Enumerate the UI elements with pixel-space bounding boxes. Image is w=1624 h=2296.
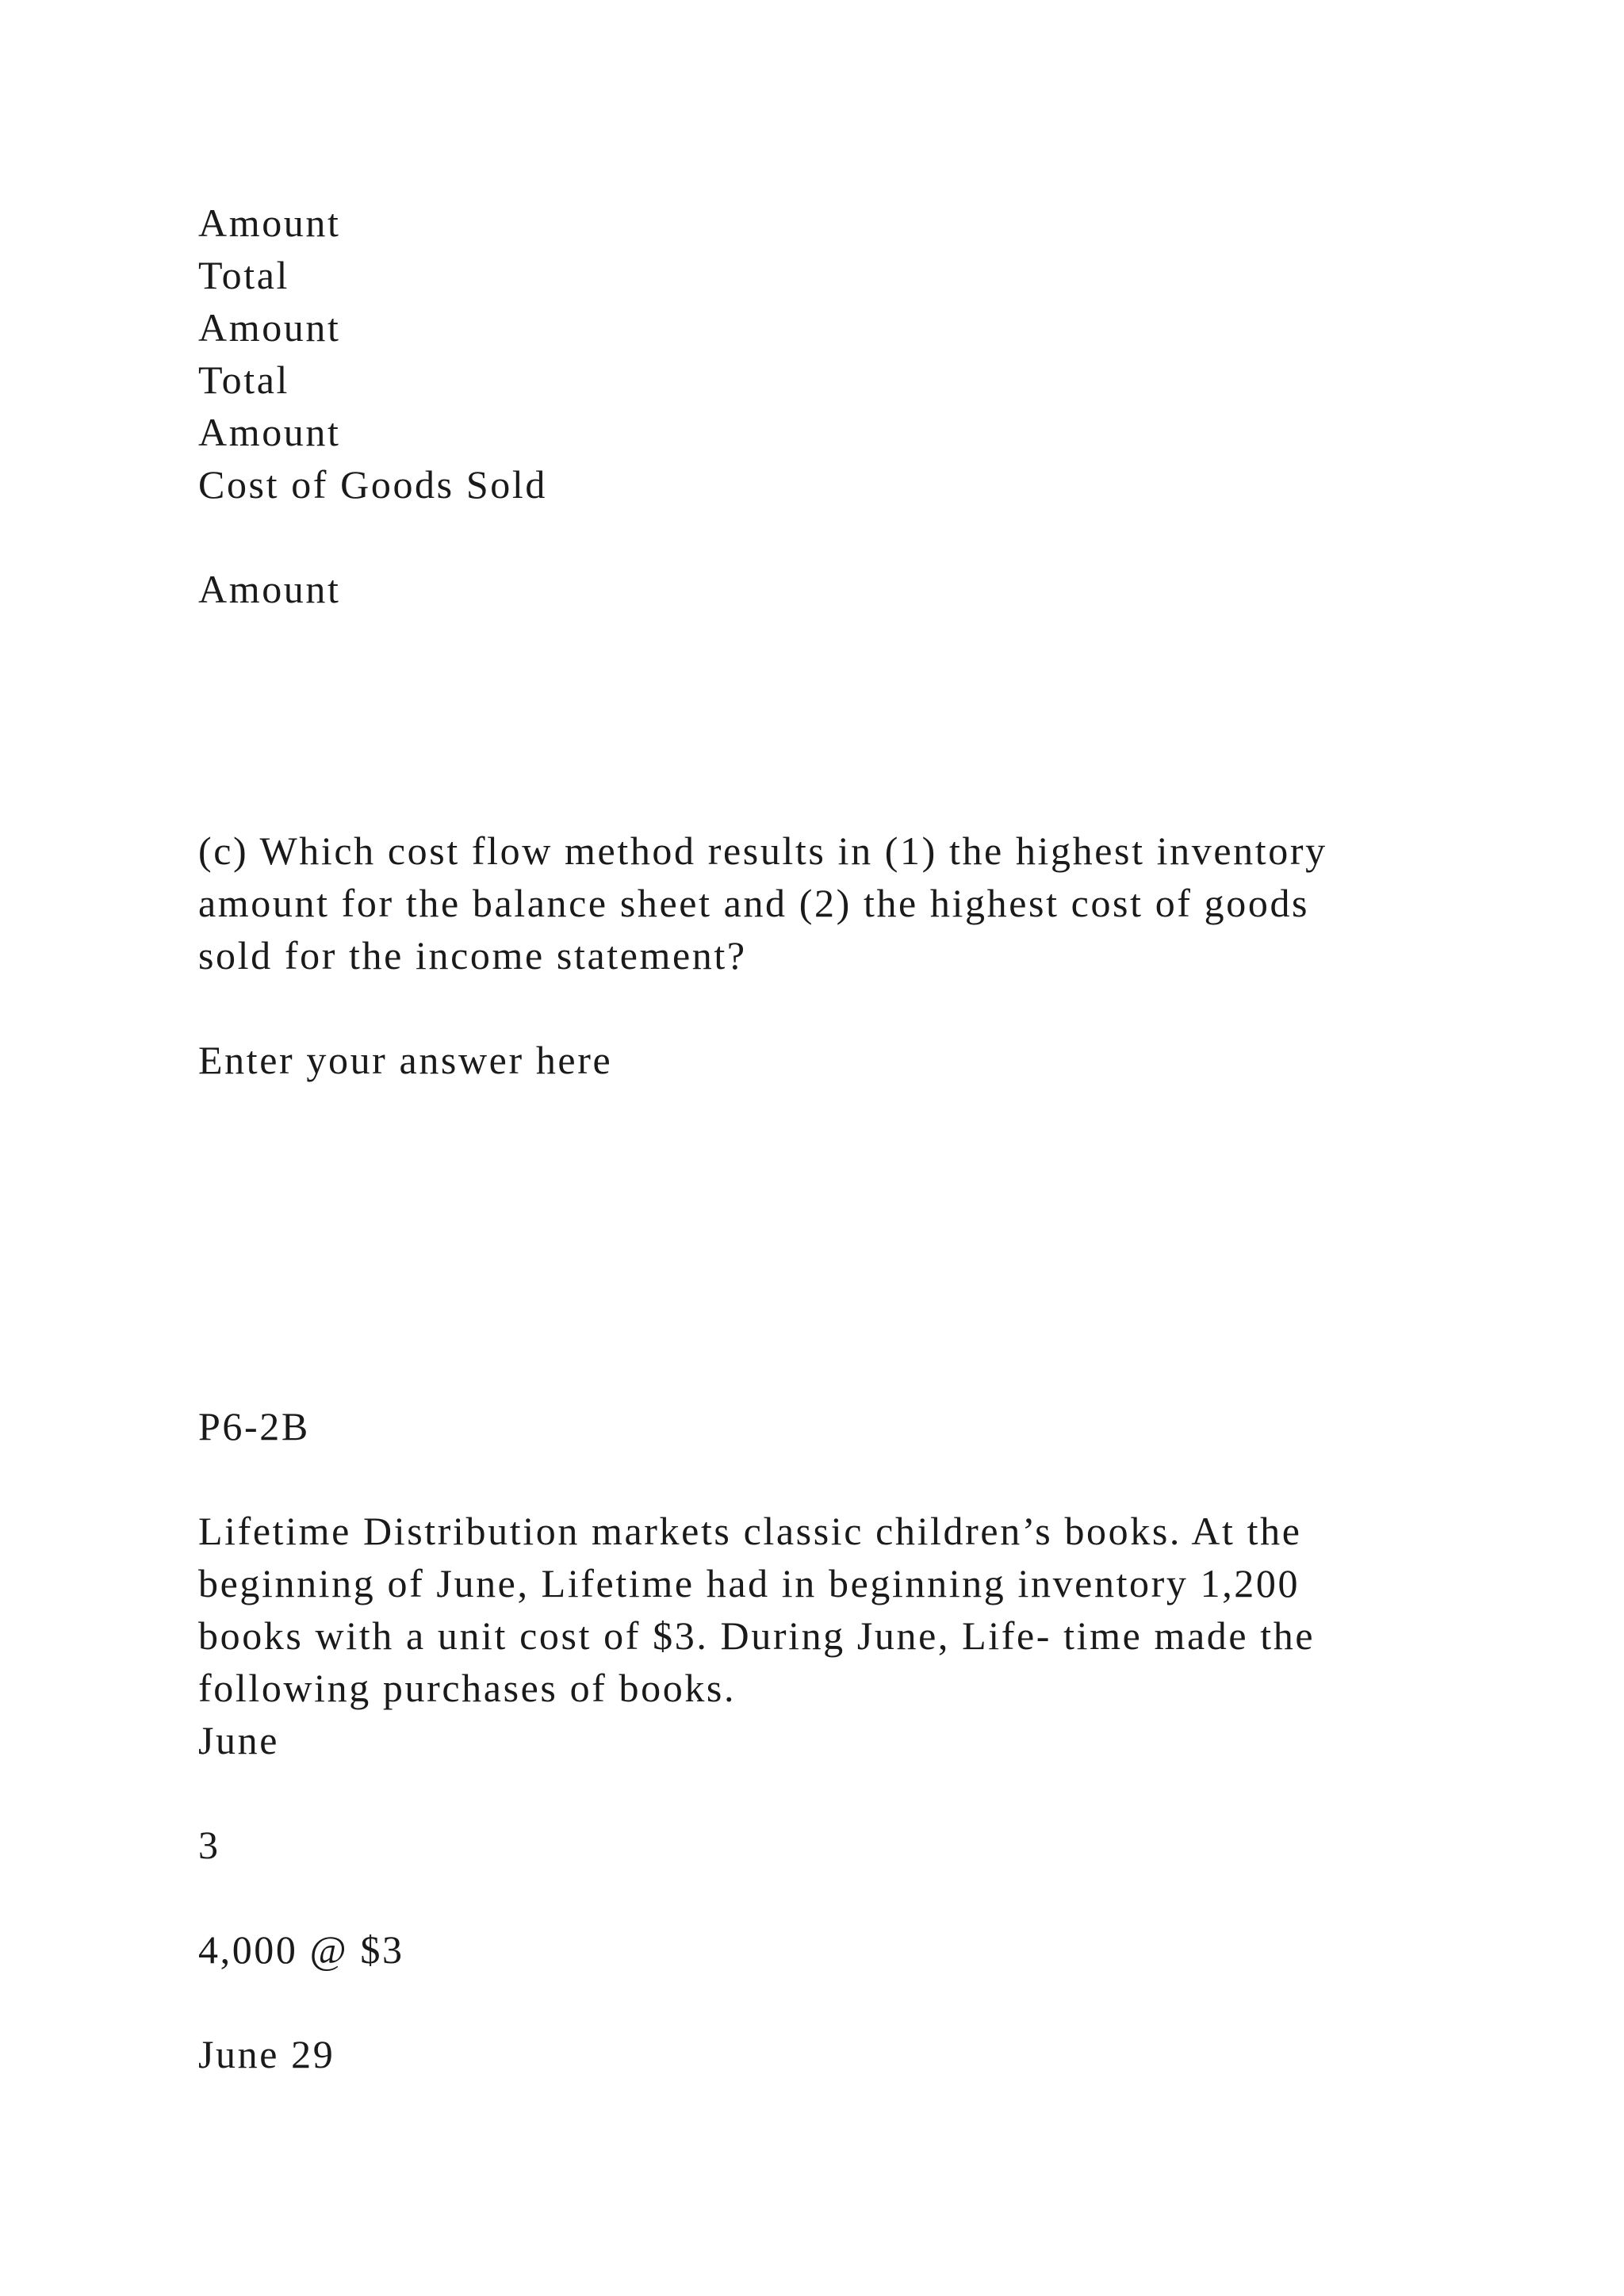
purchase-month: June bbox=[198, 1718, 280, 1762]
problem-text-line-1: Lifetime Distribution markets classic children’s books. At the bbox=[198, 1509, 1302, 1553]
problem-id: P6-2B bbox=[198, 1404, 310, 1448]
header-label-amount-2: Amount bbox=[198, 305, 341, 350]
purchase-date-2: June 29 bbox=[198, 2032, 335, 2076]
answer-placeholder: Enter your answer here bbox=[198, 1038, 613, 1082]
header-label-total-2: Total bbox=[198, 358, 290, 402]
purchase-qty-1: 4,000 @ $3 bbox=[198, 1927, 404, 1972]
header-label-amount-1: Amount bbox=[198, 201, 341, 245]
question-c-line-1: (c) Which cost flow method results in (1) the highest inventory bbox=[198, 828, 1327, 873]
problem-text-line-2: beginning of June, Lifetime had in beginning inventory 1,200 bbox=[198, 1561, 1300, 1605]
question-c-line-3: sold for the income statement? bbox=[198, 933, 747, 978]
header-label-cogs: Cost of Goods Sold bbox=[198, 462, 547, 507]
purchase-day-1: 3 bbox=[198, 1823, 220, 1867]
header-label-amount-3: Amount bbox=[198, 410, 341, 454]
question-c-line-2: amount for the balance sheet and (2) the highest cost of goods bbox=[198, 881, 1310, 925]
problem-text-line-3: books with a unit cost of $3. During June, Life- time made the bbox=[198, 1613, 1316, 1658]
problem-text-line-4: following purchases of books. bbox=[198, 1666, 737, 1710]
amount-label: Amount bbox=[198, 567, 341, 611]
header-label-total-1: Total bbox=[198, 253, 290, 297]
